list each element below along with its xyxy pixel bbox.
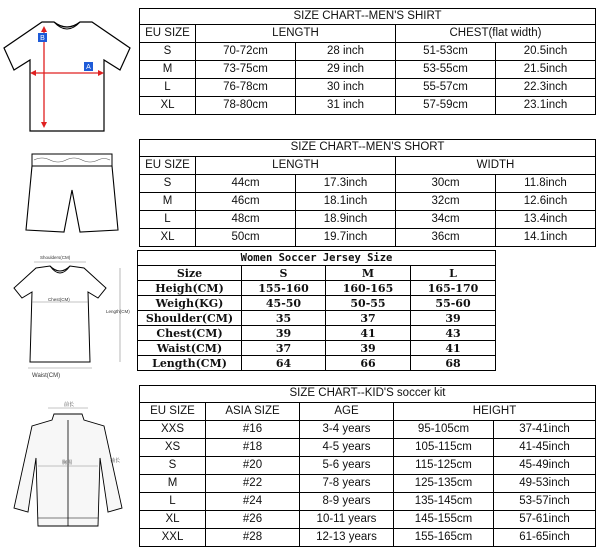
cell: M (140, 193, 196, 211)
table-row (140, 421, 596, 439)
mens-shirt-table (139, 8, 596, 115)
table-row (140, 211, 596, 229)
cell: 10-11 years (300, 511, 394, 529)
table-row (138, 326, 496, 341)
cell: 155-160 (242, 281, 326, 296)
table-row (140, 61, 596, 79)
cell: 19.7inch (296, 229, 396, 247)
cell: 30 inch (296, 79, 396, 97)
cell: 155-165cm (394, 529, 494, 547)
cell: 30cm (396, 175, 496, 193)
cell: 44cm (196, 175, 296, 193)
cell: Shoulder(CM) (138, 311, 242, 326)
col-header-chest: CHEST(flat width) (396, 25, 596, 43)
table-row (140, 439, 596, 457)
cell: L (140, 493, 206, 511)
table-row (140, 97, 596, 115)
cell: 76-78cm (196, 79, 296, 97)
cell: 57-59cm (396, 97, 496, 115)
cell: 50cm (196, 229, 296, 247)
col-header-l: L (411, 266, 496, 281)
cell: 22.3inch (496, 79, 596, 97)
cell: 39 (242, 326, 326, 341)
table-row (138, 296, 496, 311)
table-row (140, 229, 596, 247)
cell: 55-57cm (396, 79, 496, 97)
chest-width-label: 胸围 (62, 460, 73, 466)
cell: 13.4inch (496, 211, 596, 229)
cell: 32cm (396, 193, 496, 211)
cell: M (140, 475, 206, 493)
cell: #18 (206, 439, 300, 457)
cell: 51-53cm (396, 43, 496, 61)
cell: 18.9inch (296, 211, 396, 229)
cell: 7-8 years (300, 475, 394, 493)
cell: Waist(CM) (138, 341, 242, 356)
cell: 41 (326, 326, 411, 341)
cell: 125-135cm (394, 475, 494, 493)
shorts-icon (22, 150, 122, 240)
front-length-label: 前长 (64, 402, 75, 408)
table-row (140, 493, 596, 511)
mens-short-table (139, 139, 596, 247)
women-jersey-illustration (2, 250, 134, 380)
cell: XXS (140, 421, 206, 439)
col-header-eu-size: EU SIZE (140, 157, 196, 175)
cell: 61-65inch (494, 529, 596, 547)
col-header-m: M (326, 266, 411, 281)
col-header-asia-size: ASIA SIZE (206, 403, 300, 421)
cell: #26 (206, 511, 300, 529)
cell: 105-115cm (394, 439, 494, 457)
table-row (140, 193, 596, 211)
cell: 135-145cm (394, 493, 494, 511)
mens-shirt-illustration (2, 18, 132, 136)
cell: 36cm (396, 229, 496, 247)
cell: #24 (206, 493, 300, 511)
cell: 34cm (396, 211, 496, 229)
cell: S (140, 43, 196, 61)
mens-short-illustration (22, 150, 122, 240)
cell: 37 (326, 311, 411, 326)
cell: 160-165 (326, 281, 411, 296)
cell: 68 (411, 356, 496, 371)
col-header-length: LENGTH (196, 157, 396, 175)
kids-jacket-illustration (4, 398, 132, 538)
cell: Length(CM) (138, 356, 242, 371)
table-row (138, 356, 496, 371)
jacket-icon (4, 398, 132, 538)
women-jersey-table (137, 250, 496, 371)
kids-kit-table (139, 385, 596, 547)
label-b: B (40, 35, 45, 42)
cell: 49-53inch (494, 475, 596, 493)
cell: 73-75cm (196, 61, 296, 79)
cell: 70-72cm (196, 43, 296, 61)
cell: #20 (206, 457, 300, 475)
cell: 64 (242, 356, 326, 371)
cell: S (140, 175, 196, 193)
cell: 55-60 (411, 296, 496, 311)
mens-shirt-title: SIZE CHART--MEN'S SHIRT (140, 9, 596, 25)
cell: XL (140, 97, 196, 115)
cell: XS (140, 439, 206, 457)
cell: 39 (326, 341, 411, 356)
cell: 20.5inch (496, 43, 596, 61)
table-row (140, 175, 596, 193)
table-row (140, 43, 596, 61)
cell: #16 (206, 421, 300, 439)
col-header-eu-size: EU SIZE (140, 25, 196, 43)
cell: Heigh(CM) (138, 281, 242, 296)
cell: 95-105cm (394, 421, 494, 439)
cell: 50-55 (326, 296, 411, 311)
cell: XL (140, 229, 196, 247)
length-label: Length(CM) (106, 309, 130, 314)
cell: 5-6 years (300, 457, 394, 475)
cell: 35 (242, 311, 326, 326)
table-row (140, 79, 596, 97)
cell: 17.3inch (296, 175, 396, 193)
cell: 145-155cm (394, 511, 494, 529)
cell: 14.1inch (496, 229, 596, 247)
col-header-height: HEIGHT (394, 403, 596, 421)
table-row (138, 311, 496, 326)
cell: #28 (206, 529, 300, 547)
cell: 41 (411, 341, 496, 356)
cell: 115-125cm (394, 457, 494, 475)
col-header-age: AGE (300, 403, 394, 421)
cell: 53-55cm (396, 61, 496, 79)
cell: 46cm (196, 193, 296, 211)
cell: 66 (326, 356, 411, 371)
table-row (140, 457, 596, 475)
cell: Chest(CM) (138, 326, 242, 341)
cell: 57-61inch (494, 511, 596, 529)
cell: L (140, 79, 196, 97)
cell: 39 (411, 311, 496, 326)
col-header-length: LENGTH (196, 25, 396, 43)
waist-label: Waist(CM) (32, 373, 61, 379)
col-header-eu-size: EU SIZE (140, 403, 206, 421)
shoulders-label: Shoulders(CM) (40, 255, 71, 260)
women-jersey-title: Women Soccer Jersey Size (138, 251, 496, 266)
cell: 45-50 (242, 296, 326, 311)
cell: XXL (140, 529, 206, 547)
label-a: A (86, 64, 91, 71)
kids-kit-title: SIZE CHART--KID'S soccer kit (140, 386, 596, 403)
cell: 37 (242, 341, 326, 356)
cell: 41-45inch (494, 439, 596, 457)
cell: 48cm (196, 211, 296, 229)
col-header-size: Size (138, 266, 242, 281)
cell: M (140, 61, 196, 79)
cell: 53-57inch (494, 493, 596, 511)
chest-label: Chest(CM) (48, 297, 70, 302)
women-tshirt-icon (2, 250, 134, 380)
table-row (140, 511, 596, 529)
mens-short-title: SIZE CHART--MEN'S SHORT (140, 140, 596, 157)
col-header-s: S (242, 266, 326, 281)
cell: S (140, 457, 206, 475)
cell: 21.5inch (496, 61, 596, 79)
cell: 43 (411, 326, 496, 341)
table-row (138, 281, 496, 296)
cell: L (140, 211, 196, 229)
cell: 12.6inch (496, 193, 596, 211)
cell: 28 inch (296, 43, 396, 61)
cell: Weigh(KG) (138, 296, 242, 311)
cell: 11.8inch (496, 175, 596, 193)
cell: 3-4 years (300, 421, 394, 439)
col-header-width: WIDTH (396, 157, 596, 175)
cell: 29 inch (296, 61, 396, 79)
cell: 45-49inch (494, 457, 596, 475)
table-row (140, 529, 596, 547)
cell: 18.1inch (296, 193, 396, 211)
cell: 4-5 years (300, 439, 394, 457)
sleeve-length-label: 袖长 (110, 458, 121, 464)
tshirt-icon (2, 18, 132, 136)
cell: XL (140, 511, 206, 529)
table-row (140, 475, 596, 493)
cell: 31 inch (296, 97, 396, 115)
cell: 78-80cm (196, 97, 296, 115)
cell: 165-170 (411, 281, 496, 296)
table-row (138, 341, 496, 356)
cell: 23.1inch (496, 97, 596, 115)
cell: 12-13 years (300, 529, 394, 547)
cell: 8-9 years (300, 493, 394, 511)
cell: 37-41inch (494, 421, 596, 439)
cell: #22 (206, 475, 300, 493)
